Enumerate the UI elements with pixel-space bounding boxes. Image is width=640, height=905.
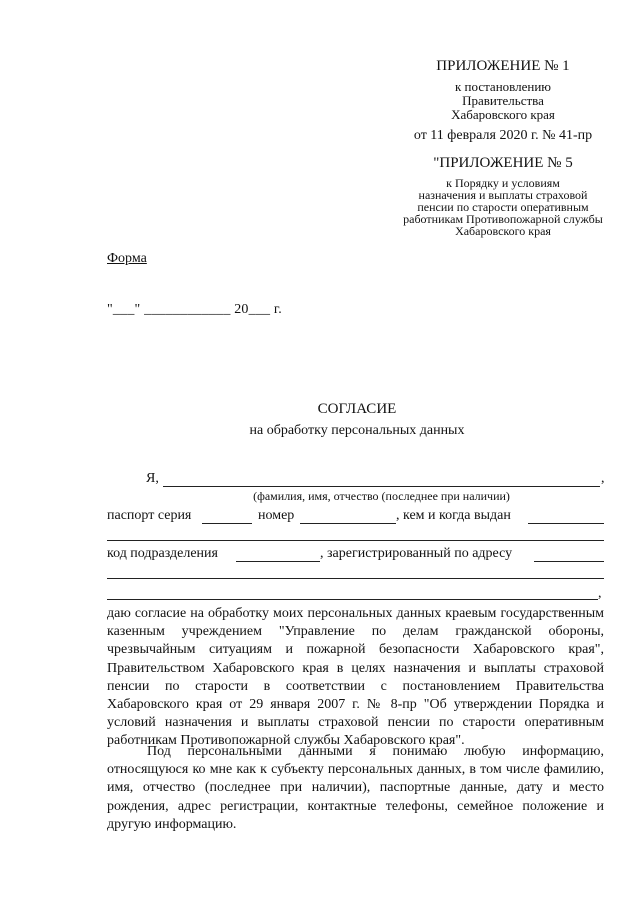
order-line-3: пенсии по старости оперативным — [417, 200, 589, 214]
to-resolution: к постановлению — [454, 79, 552, 94]
region: Хабаровского края — [451, 107, 555, 122]
order-line-2: назначения и выплаты страховой — [418, 188, 588, 202]
passport-number-field[interactable] — [300, 523, 396, 524]
i-label: Я, — [146, 471, 159, 486]
address-end-comma: , — [598, 586, 602, 601]
government: Правительства — [462, 93, 544, 108]
order-line-1: к Порядку и условиям — [446, 176, 560, 190]
issued-by-field[interactable] — [528, 523, 604, 524]
consent-paragraph: даю согласие на обработку моих персональных данных краевым государственным казенным учреждением "Управление по делам гражданской обороны, чрезвычайным ситуациям и пожарной безопасности Хабаровского края", Правительством Хабаровского края в целях назначения и выплаты страховой пенсии по старости в соответствии с постановлением Правительства Хабаровского края от 29 января 2007 г. № 8-пр "Об утверждении Порядка и условий назначения и выплаты страховой пенсии по старости оперативным работникам Противопожарной службы Хабаровского края". — [107, 606, 604, 749]
appendix-header — [398, 58, 608, 144]
issued-by-continuation-field[interactable] — [107, 540, 604, 541]
full-name-field[interactable] — [163, 486, 600, 487]
issued-by-label: , кем и когда выдан — [396, 508, 511, 523]
passport-series-label: паспорт серия — [107, 508, 192, 523]
registered-address-field[interactable] — [534, 561, 604, 562]
registered-address-label: , зарегистрированный по адресу — [320, 546, 513, 561]
appendix-1-title: ПРИЛОЖЕНИЕ № 1 — [436, 58, 570, 74]
name-comma: , — [601, 471, 605, 486]
division-code-label: код подразделения — [107, 546, 218, 561]
document-title: СОГЛАСИЕ — [317, 401, 397, 417]
order-line-5: Хабаровского края — [455, 224, 551, 238]
appendix-5-block — [398, 155, 608, 237]
resolution-date-number: от 11 февраля 2020 г. № 41-пр — [413, 128, 593, 143]
address-continuation-field-2[interactable] — [107, 599, 598, 600]
passport-series-field[interactable] — [202, 523, 252, 524]
date-template: "___" ____________ 20___ г. — [107, 302, 282, 317]
document-subtitle: на обработку персональных данных — [249, 423, 465, 438]
passport-number-label: номер — [258, 508, 295, 523]
form-label: Форма — [107, 251, 147, 266]
full-name-hint: (фамилия, имя, отчество (последнее при наличии) — [253, 489, 510, 503]
appendix-5-title: "ПРИЛОЖЕНИЕ № 5 — [433, 155, 573, 171]
address-continuation-field-1[interactable] — [107, 578, 604, 579]
order-line-4: работникам Противопожарной службы — [403, 212, 603, 226]
division-code-field[interactable] — [236, 561, 320, 562]
definition-paragraph: Под персональными данными я понимаю любую информацию, относящуюся ко мне как к субъекту персональных данных, в том числе фамилию, имя, отчество (последнее при наличии), паспортные данные, дату и место рождения, адрес регистрации, контактные телефоны, семейное положение и другую информацию. — [107, 744, 604, 832]
